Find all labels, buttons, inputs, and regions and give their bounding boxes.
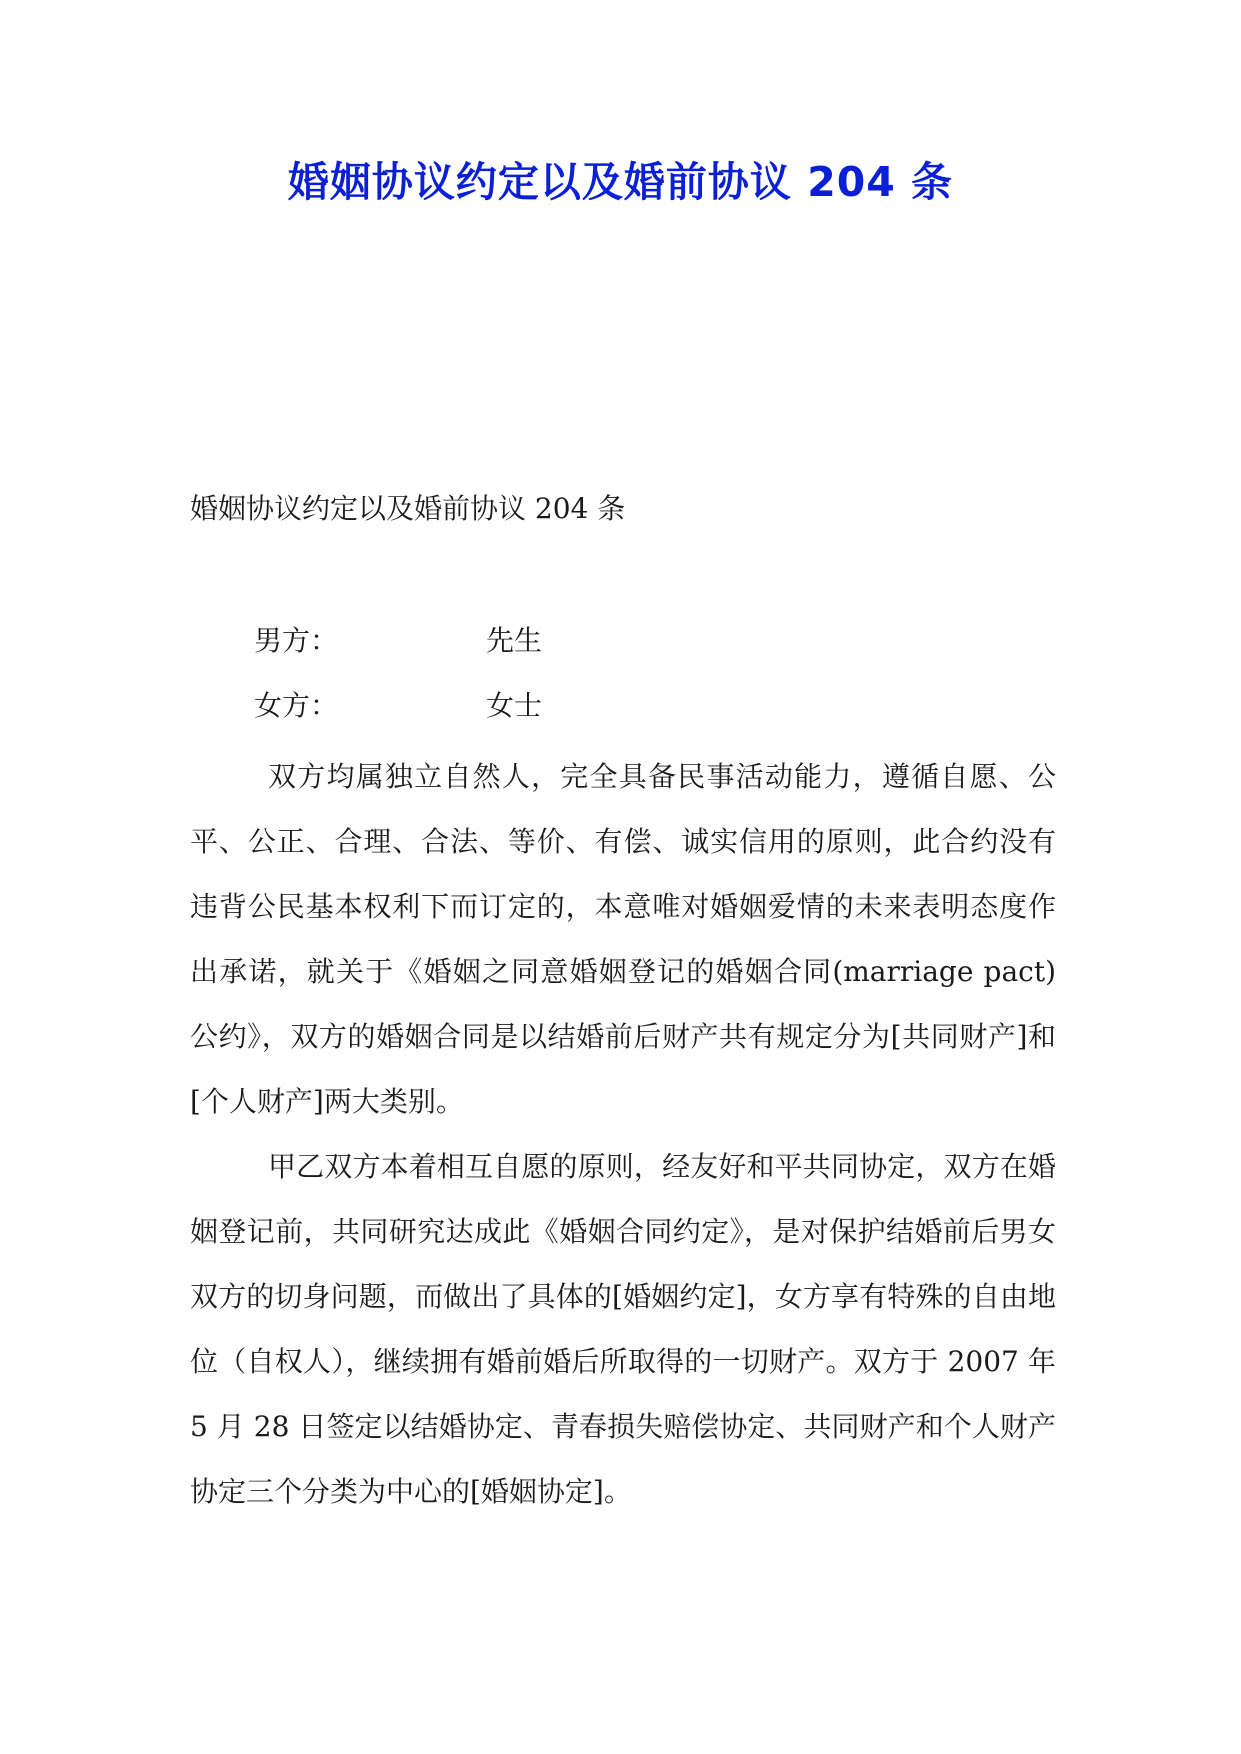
body-paragraph: 甲乙双方本着相互自愿的原则，经友好和平共同协定，双方在婚姻登记前，共同研究达成此《婚姻合同约定》，是对保护结婚前后男女双方的切身问题，而做出了具体的[婚姻约定]，女方享有特殊的自由地位（自权人），继续拥有婚前婚后所取得的一切财产。双方于 2007 年 5 月 28 日签定以结婚协定、青春损失赔偿协定、共同财产和个人财产协定三个分类为中心的[婚姻协定]。 (190, 1150, 1056, 1508)
party-male-label: 男方： (254, 624, 339, 657)
party-male (254, 621, 542, 661)
party-female-label: 女方： (254, 689, 339, 722)
party-female (254, 686, 542, 726)
party-male-value: 先生 (486, 624, 543, 657)
body-paragraph: 双方均属独立自然人，完全具备民事活动能力，遵循自愿、公平、公正、合理、合法、等价、有偿、诚实信用的原则，此合约没有违背公民基本权利下而订定的，本意唯对婚姻爱情的未来表明态度作出承诺，就关于《婚姻之同意婚姻登记的婚姻合同(marriage pact)公约》，双方的婚姻合同是以结婚前后财产共有规定分为[共同财产]和[个人财产]两大类别。 (190, 760, 1056, 1118)
party-female-value: 女士 (486, 689, 543, 722)
document-title: 婚姻协议约定以及婚前协议 204 条 (287, 158, 954, 206)
document-subtitle: 婚姻协议约定以及婚前协议 204 条 (190, 492, 626, 525)
